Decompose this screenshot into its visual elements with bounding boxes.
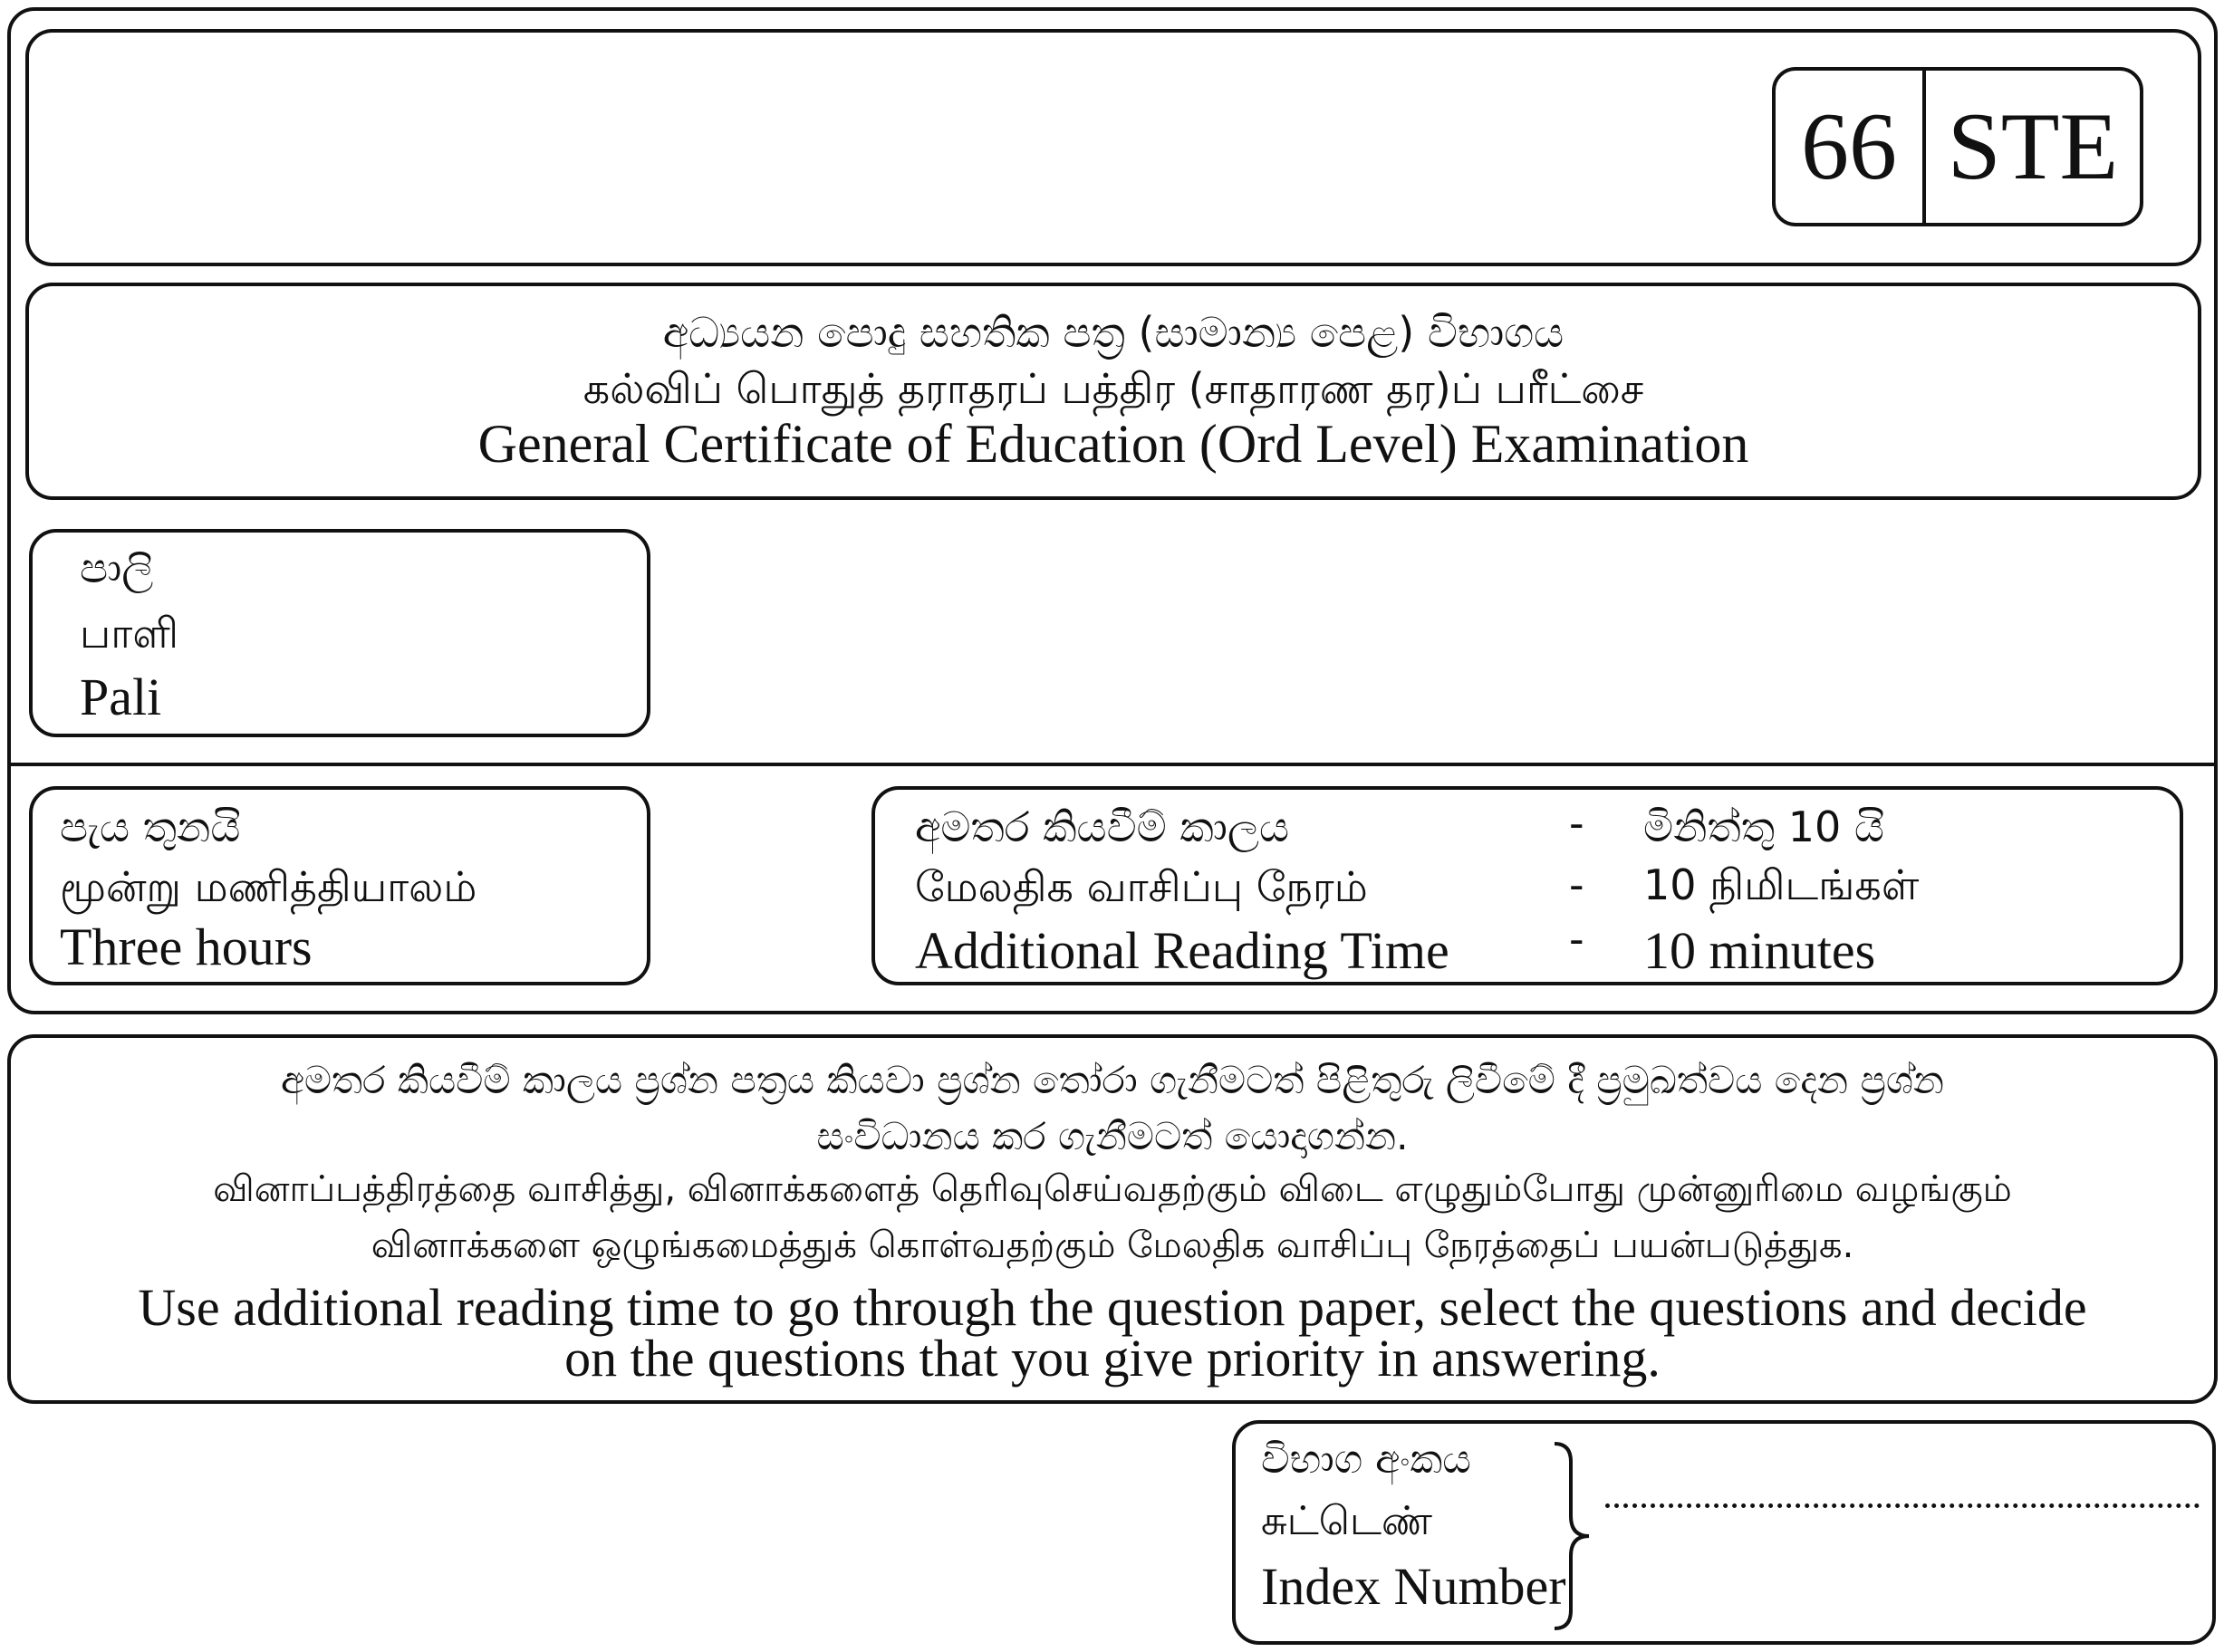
instruction-tamil-line1: வினாப்பத்திரத்தை வாசித்து, வினாக்களைத் தெரிவுசெய்வதற்கும் விடை எழுதும்போது முன்னுரிமை வழங்கும் [213, 1168, 2012, 1210]
subject-tamil: பாளி [80, 609, 179, 658]
reading-time-value-sinhala: මිනිත්තු 10 යි [1643, 802, 1884, 851]
paper-code-box [1772, 67, 2143, 226]
duration-sinhala: පැය තුනයි [60, 802, 241, 851]
instruction-english-line1: Use additional reading time to go through the question paper, select the questions and decide [138, 1278, 2087, 1337]
instruction-sinhala-line2: සංවිධානය කර ගැනීමටත් යොදාගන්න. [816, 1114, 1409, 1158]
index-number-blank[interactable] [1605, 1503, 2200, 1508]
exam-title-sinhala: අධ්‍යයන පොදු සහතික පත්‍ර (සාමාන්‍ය පෙළ) විභාගය [662, 308, 1565, 357]
curly-brace-icon [1549, 1440, 1594, 1632]
reading-time-dash: - [1569, 860, 1584, 909]
exam-title-box [25, 283, 2201, 500]
exam-title-english: General Certificate of Education (Ord Level) Examination [477, 414, 1749, 474]
exam-title-tamil: கல்விப் பொதுத் தராதரப் பத்திர (சாதாரண தர)ப் பரீட்சை [582, 364, 1644, 413]
subject-english: Pali [80, 668, 162, 726]
paper-number: 66 [1801, 93, 1897, 199]
instruction-english-line2: on the questions that you give priority in answering. [564, 1329, 1661, 1388]
reading-time-value-tamil: 10 நிமிடங்கள் [1643, 860, 1920, 909]
subject-sinhala: පාලි [80, 543, 154, 592]
reading-time-dash: - [1569, 915, 1584, 964]
subject-code: STE [1947, 93, 2119, 199]
duration-english: Three hours [60, 917, 313, 976]
reading-time-label-sinhala: අමතර කියවීම් කාලය [915, 802, 1290, 851]
reading-time-dash: - [1569, 799, 1584, 848]
section-divider [9, 763, 2216, 766]
instruction-tamil-line2: வினாக்களை ஒழுங்கமைத்துக் கொள்வதற்கும் மேலதிக வாசிப்பு நேரத்தைப் பயன்படுத்துக. [371, 1225, 1854, 1266]
reading-time-value-english: 10 minutes [1643, 921, 1876, 980]
index-number-tamil: சுட்டெண் [1261, 1498, 1432, 1544]
reading-time-box [871, 786, 2183, 985]
reading-time-label-english: Additional Reading Time [915, 921, 1449, 980]
instruction-sinhala-line1: අමතර කියවීම් කාලය ප්‍රශ්න පත්‍රය කියවා ප්‍රශ්න තෝරා ගැනීමටත් පිළිතුරු ලිවීමේ දී ප්‍රමුඛත්වය දෙන ප්‍රශ්න [280, 1058, 1945, 1102]
index-number-box [1232, 1420, 2216, 1645]
duration-tamil: மூன்று மணித்தியாலம் [60, 862, 477, 911]
index-number-english: Index Number [1261, 1557, 1566, 1616]
instructions-box [7, 1034, 2218, 1404]
index-number-sinhala: විභාග අංකය [1261, 1436, 1471, 1483]
reading-time-label-tamil: மேலதிக வாசிப்பு நேரம் [915, 862, 1368, 911]
subject-box [29, 529, 650, 737]
duration-box [29, 786, 650, 985]
